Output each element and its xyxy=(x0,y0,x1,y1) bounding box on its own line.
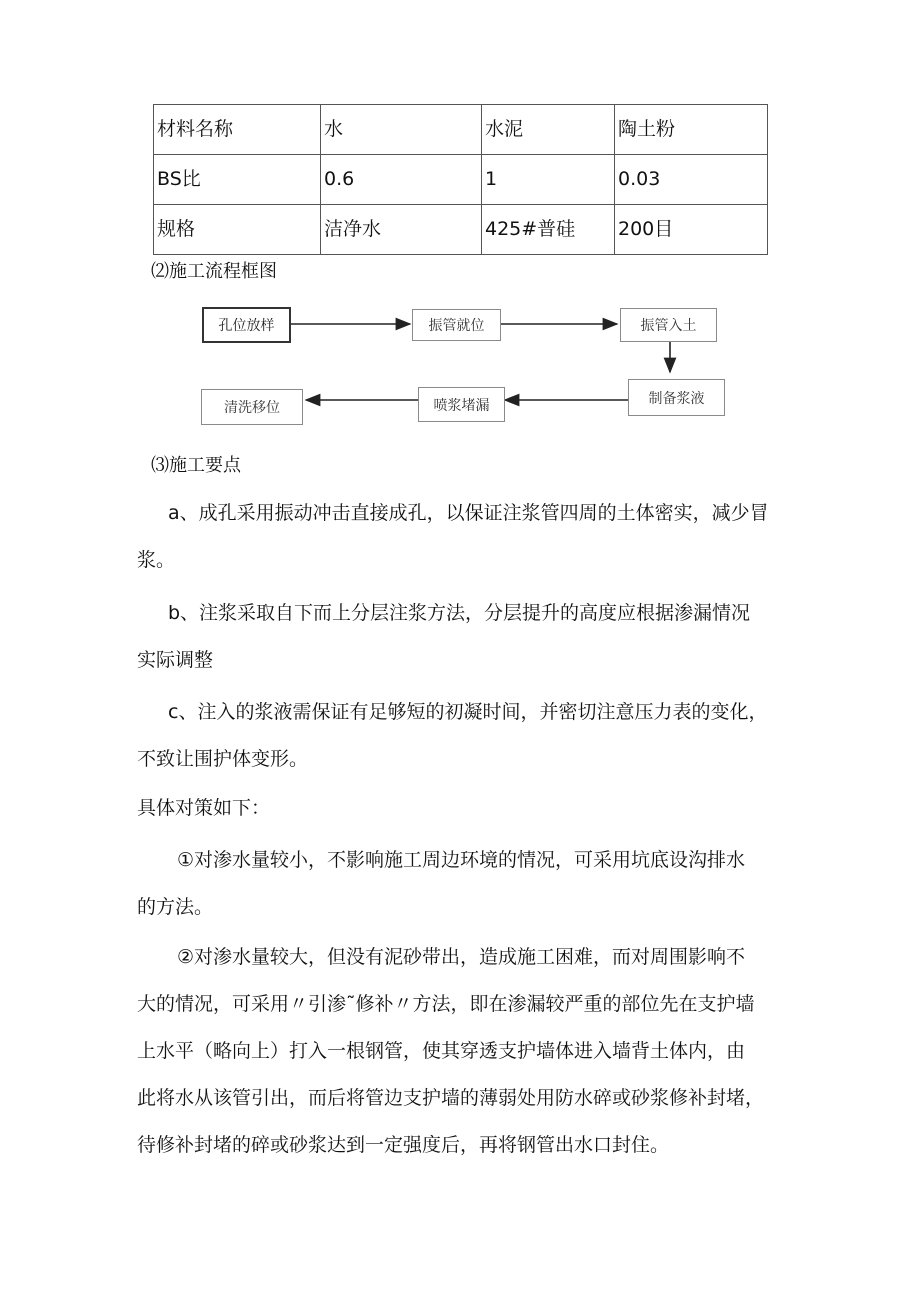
table-cell: 陶土粉 xyxy=(615,105,768,155)
table-cell: 规格 xyxy=(154,205,321,255)
section2-heading: ⑵施工流程框图 xyxy=(151,261,277,282)
point-c-line2: 不致让围护体变形。 xyxy=(137,748,309,770)
point-b-line2: 实际调整 xyxy=(137,649,214,671)
section3-heading: ⑶施工要点 xyxy=(151,455,241,476)
materials-table xyxy=(153,104,768,255)
flow-step-5: 喷浆堵漏 xyxy=(418,387,505,422)
table-row xyxy=(154,205,768,255)
table-cell: 200目 xyxy=(615,205,768,255)
table-cell: 水泥 xyxy=(482,105,615,155)
point-a-line2: 浆。 xyxy=(137,549,176,571)
table-cell: 425#普硅 xyxy=(482,205,615,255)
table-cell: 水 xyxy=(321,105,482,155)
measure2-line4: 此将水从该管引出，而后将管边支护墙的薄弱处用防水碎或砂浆修补封堵， xyxy=(137,1087,765,1109)
table-row xyxy=(154,105,768,155)
table-row xyxy=(154,155,768,205)
measure1-line2: 的方法。 xyxy=(137,896,214,918)
point-c-line1: c、注入的浆液需保证有足够短的初凝时间，并密切注意压力表的变化， xyxy=(168,701,768,723)
point-b-line1: b、注浆采取自下而上分层注浆方法，分层提升的高度应根据渗漏情况 xyxy=(168,602,751,624)
table-cell: 1 xyxy=(482,155,615,205)
measure2-line3: 上水平（略向上）打入一根钢管，使其穿透支护墙体进入墙背土体内，由 xyxy=(137,1040,746,1062)
flow-step-1: 孔位放样 xyxy=(202,307,291,343)
measure1-line1: ①对渗水量较小，不影响施工周边环境的情况，可采用坑底设沟排水 xyxy=(177,849,746,871)
flow-step-4: 制备浆液 xyxy=(628,379,725,416)
point-a-line1: a、成孔采用振动冲击直接成孔，以保证注浆管四周的土体密实，减少冒 xyxy=(168,502,769,524)
flow-step-6: 清洗移位 xyxy=(201,389,303,425)
table-cell: 0.6 xyxy=(321,155,482,205)
table-cell: 0.03 xyxy=(615,155,768,205)
measure2-line2: 大的情况，可采用〃引渗˜修补〃方法，即在渗漏较严重的部位先在支护墙 xyxy=(137,993,755,1015)
measure2-line1: ②对渗水量较大，但没有泥砂带出，造成施工困难，而对周围影响不 xyxy=(177,946,746,968)
flow-step-2: 振管就位 xyxy=(412,309,501,341)
table-cell: 材料名称 xyxy=(154,105,321,155)
flow-step-3: 振管入土 xyxy=(620,308,717,342)
table-cell: 洁净水 xyxy=(321,205,482,255)
measures-intro: 具体对策如下： xyxy=(137,797,271,819)
measure2-line5: 待修补封堵的碎或砂浆达到一定强度后，再将钢管出水口封住。 xyxy=(137,1134,670,1156)
table-cell: BS比 xyxy=(154,155,321,205)
